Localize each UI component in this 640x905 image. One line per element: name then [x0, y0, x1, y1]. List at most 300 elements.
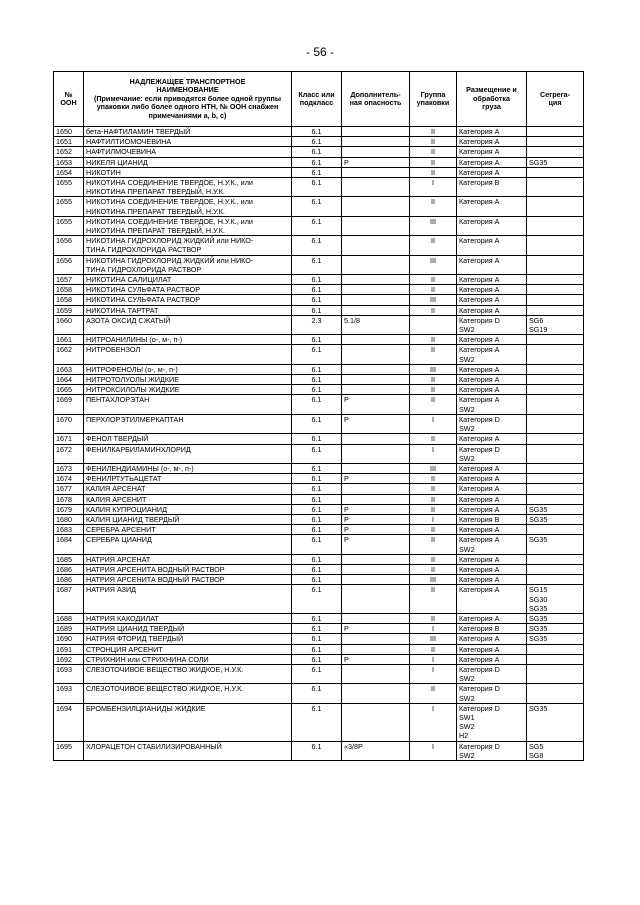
- cell-segregation: [527, 197, 584, 216]
- cell-class: 6.1: [292, 613, 342, 623]
- cell-stowage: Категория A: [457, 385, 527, 395]
- cell-stowage: Категория A: [457, 484, 527, 494]
- cell-packing-group: II: [410, 474, 457, 484]
- cell-un-number: 1653: [54, 157, 84, 167]
- cell-packing-group: II: [410, 335, 457, 345]
- cell-name: СЛЕЗОТОЧИВОЕ ВЕЩЕСТВО ЖИДКОЕ, Н.У.К.: [84, 684, 292, 703]
- cell-packing-group: II: [410, 127, 457, 137]
- cell-stowage: Категория A: [457, 575, 527, 585]
- cell-name: НИКОТИНА СОЕДИНЕНИЕ ТВЕРДОЕ, Н.У.К., или НИКОТИНА ПРЕПАРАТ ТВЕРДЫЙ, Н.У.К.: [84, 216, 292, 235]
- cell-subsidiary-risk: [342, 664, 410, 683]
- cell-packing-group: [410, 315, 457, 334]
- cell-name: КАЛИЯ КУПРОЦИАНИД: [84, 504, 292, 514]
- cell-un-number: 1679: [54, 504, 84, 514]
- cell-un-number: 1657: [54, 275, 84, 285]
- cell-class: 6.1: [292, 654, 342, 664]
- cell-segregation: SG35: [527, 504, 584, 514]
- cell-un-number: 1656: [54, 255, 84, 274]
- cell-segregation: SG35: [527, 157, 584, 167]
- table-row: [54, 444, 584, 463]
- cell-class: 6.1: [292, 364, 342, 374]
- cell-name: ФЕНИЛРТУТЬАЦЕТАТ: [84, 474, 292, 484]
- cell-name: НАФТИЛТИОМОЧЕВИНА: [84, 137, 292, 147]
- cell-packing-group: III: [410, 634, 457, 644]
- cell-name: КАЛИЯ АРСЕНАТ: [84, 484, 292, 494]
- table-row: [54, 197, 584, 216]
- table-row: [54, 644, 584, 654]
- cell-stowage: Категория A: [457, 525, 527, 535]
- cell-segregation: [527, 644, 584, 654]
- table-row: [54, 127, 584, 137]
- cell-class: 6.1: [292, 295, 342, 305]
- cell-name: НАТРИЯ КАКОДИЛАТ: [84, 613, 292, 623]
- table-header-row: [54, 72, 584, 127]
- cell-segregation: [527, 255, 584, 274]
- cell-name: НАТРИЯ АРСЕНАТ: [84, 554, 292, 564]
- cell-subsidiary-risk: [342, 255, 410, 274]
- table-row: [54, 554, 584, 564]
- cell-class: 6.1: [292, 585, 342, 614]
- cell-class: 6.1: [292, 535, 342, 554]
- cell-class: 6.1: [292, 514, 342, 524]
- cell-subsidiary-risk: [342, 216, 410, 235]
- cell-name: ПЕНТАХЛОРЭТАН: [84, 395, 292, 414]
- cell-subsidiary-risk: P: [342, 504, 410, 514]
- cell-un-number: 1655: [54, 178, 84, 197]
- cell-packing-group: I: [410, 444, 457, 463]
- cell-packing-group: II: [410, 395, 457, 414]
- cell-segregation: [527, 285, 584, 295]
- table-row: [54, 684, 584, 703]
- cell-name: НАТРИЯ АРСЕНИТА ВОДНЫЙ РАСТВОР: [84, 575, 292, 585]
- cell-class: 6.1: [292, 575, 342, 585]
- header-un-number: № ООН: [54, 72, 84, 127]
- cell-class: 6.1: [292, 564, 342, 574]
- cell-subsidiary-risk: P: [342, 395, 410, 414]
- cell-packing-group: II: [410, 305, 457, 315]
- cell-name: КАЛИЯ ЦИАНИД ТВЕРДЫЙ: [84, 514, 292, 524]
- cell-segregation: [527, 525, 584, 535]
- table-row: [54, 345, 584, 364]
- cell-segregation: [527, 684, 584, 703]
- cell-segregation: [527, 137, 584, 147]
- cell-stowage: Категория A: [457, 613, 527, 623]
- cell-name: НАФТИЛМОЧЕВИНА: [84, 147, 292, 157]
- cell-packing-group: II: [410, 525, 457, 535]
- cell-stowage: Категория B: [457, 624, 527, 634]
- cell-class: 6.1: [292, 385, 342, 395]
- cell-subsidiary-risk: [342, 564, 410, 574]
- cell-stowage: Категория D SW2: [457, 684, 527, 703]
- cell-class: 6.1: [292, 703, 342, 741]
- cell-packing-group: II: [410, 167, 457, 177]
- cell-subsidiary-risk: [342, 463, 410, 473]
- table-row: [54, 385, 584, 395]
- cell-segregation: [527, 345, 584, 364]
- cell-stowage: Категория A: [457, 216, 527, 235]
- cell-name: НАТРИЯ АЗИД: [84, 585, 292, 614]
- cell-class: 6.1: [292, 554, 342, 564]
- cell-name: ФЕНИЛКАРБИЛАМИНХЛОРИД: [84, 444, 292, 463]
- cell-stowage: Категория A: [457, 564, 527, 574]
- cell-class: 6.1: [292, 474, 342, 484]
- table-row: [54, 624, 584, 634]
- cell-un-number: 1658: [54, 285, 84, 295]
- cell-packing-group: I: [410, 624, 457, 634]
- cell-un-number: 1654: [54, 167, 84, 177]
- cell-subsidiary-risk: [342, 575, 410, 585]
- header-subsidiary-risk: Дополнитель- ная опасность: [342, 72, 410, 127]
- table-row: [54, 654, 584, 664]
- cell-subsidiary-risk: [342, 385, 410, 395]
- cell-class: 6.1: [292, 285, 342, 295]
- cell-class: 6.1: [292, 305, 342, 315]
- cell-un-number: 1690: [54, 634, 84, 644]
- cell-segregation: [527, 216, 584, 235]
- cell-name: НИКОТИНА САЛИЦИЛАТ: [84, 275, 292, 285]
- cell-class: 6.1: [292, 216, 342, 235]
- cell-un-number: 1686: [54, 575, 84, 585]
- table-row: [54, 504, 584, 514]
- cell-subsidiary-risk: [342, 127, 410, 137]
- cell-class: 6.1: [292, 414, 342, 433]
- cell-packing-group: I: [410, 654, 457, 664]
- cell-name: СТРОНЦИЯ АРСЕНИТ: [84, 644, 292, 654]
- cell-un-number: 1693: [54, 664, 84, 683]
- cell-segregation: [527, 167, 584, 177]
- cell-un-number: 1684: [54, 535, 84, 554]
- cell-segregation: [527, 335, 584, 345]
- cell-subsidiary-risk: [342, 434, 410, 444]
- cell-stowage: Категория B: [457, 514, 527, 524]
- cell-subsidiary-risk: [342, 634, 410, 644]
- table-row: [54, 255, 584, 274]
- cell-name: СТРИХНИН или СТРИХНИНА СОЛИ: [84, 654, 292, 664]
- cell-stowage: Категория D SW2: [457, 414, 527, 433]
- cell-packing-group: II: [410, 484, 457, 494]
- cell-segregation: SG35: [527, 634, 584, 644]
- cell-subsidiary-risk: [342, 147, 410, 157]
- table-row: [54, 157, 584, 167]
- table-row: [54, 474, 584, 484]
- table-row: [54, 613, 584, 623]
- cell-un-number: 1650: [54, 127, 84, 137]
- cell-subsidiary-risk: P: [342, 514, 410, 524]
- cell-un-number: 1663: [54, 364, 84, 374]
- cell-segregation: [527, 484, 584, 494]
- cell-subsidiary-risk: 5.1/8: [342, 315, 410, 334]
- cell-subsidiary-risk: [342, 305, 410, 315]
- cell-subsidiary-risk: [342, 137, 410, 147]
- cell-class: 6.1: [292, 504, 342, 514]
- cell-class: 6.1: [292, 624, 342, 634]
- cell-un-number: 1655: [54, 216, 84, 235]
- cell-packing-group: II: [410, 285, 457, 295]
- cell-segregation: [527, 178, 584, 197]
- cell-segregation: [527, 494, 584, 504]
- table-row: [54, 494, 584, 504]
- cell-name: СЕРЕБРА АРСЕНИТ: [84, 525, 292, 535]
- table-row: [54, 535, 584, 554]
- cell-packing-group: II: [410, 137, 457, 147]
- cell-segregation: [527, 275, 584, 285]
- cell-stowage: Категория A: [457, 275, 527, 285]
- cell-packing-group: I: [410, 414, 457, 433]
- cell-un-number: 1661: [54, 335, 84, 345]
- table-row: [54, 315, 584, 334]
- cell-stowage: Категория A: [457, 463, 527, 473]
- header-segregation: Сегрега- ция: [527, 72, 584, 127]
- cell-un-number: 1686: [54, 564, 84, 574]
- cell-un-number: 1695: [54, 741, 84, 760]
- cell-subsidiary-risk: [342, 236, 410, 255]
- cell-packing-group: III: [410, 364, 457, 374]
- cell-segregation: [527, 385, 584, 395]
- table-row: [54, 434, 584, 444]
- cell-stowage: Категория A: [457, 285, 527, 295]
- cell-segregation: [527, 654, 584, 664]
- cell-stowage: Категория A: [457, 375, 527, 385]
- cell-name: НИКОТИНА СУЛЬФАТА РАСТВОР: [84, 295, 292, 305]
- cell-stowage: Категория D SW2: [457, 315, 527, 334]
- cell-stowage: Категория A: [457, 305, 527, 315]
- table-row: [54, 514, 584, 524]
- cell-class: 6.1: [292, 335, 342, 345]
- cell-un-number: 1692: [54, 654, 84, 664]
- cell-name: НИКОТИНА СОЕДИНЕНИЕ ТВЕРДОЕ, Н.У.К., или НИКОТИНА ПРЕПАРАТ ТВЕРДЫЙ, Н.У.К.: [84, 178, 292, 197]
- cell-packing-group: II: [410, 275, 457, 285]
- cell-name: НИКОТИНА ТАРТРАТ: [84, 305, 292, 315]
- cell-class: 6.1: [292, 178, 342, 197]
- cell-stowage: Категория A: [457, 474, 527, 484]
- cell-class: 6.1: [292, 684, 342, 703]
- cell-packing-group: II: [410, 494, 457, 504]
- table-row: [54, 585, 584, 614]
- cell-class: 6.1: [292, 644, 342, 654]
- cell-name: НИКОТИН: [84, 167, 292, 177]
- table-row: [54, 525, 584, 535]
- cell-packing-group: II: [410, 554, 457, 564]
- cell-subsidiary-risk: [342, 275, 410, 285]
- cell-un-number: 1694: [54, 703, 84, 741]
- cell-class: 6.1: [292, 525, 342, 535]
- table-row: [54, 634, 584, 644]
- cell-name: НИКОТИНА СУЛЬФАТА РАСТВОР: [84, 285, 292, 295]
- cell-un-number: 1652: [54, 147, 84, 157]
- cell-subsidiary-risk: [342, 444, 410, 463]
- cell-name: НИТРОФЕНОЛЫ (о-, м-, п-): [84, 364, 292, 374]
- cell-segregation: [527, 664, 584, 683]
- table-row: [54, 463, 584, 473]
- cell-stowage: Категория A: [457, 236, 527, 255]
- header-packing-group: Группа упаковки: [410, 72, 457, 127]
- cell-subsidiary-risk: [342, 375, 410, 385]
- cell-packing-group: II: [410, 585, 457, 614]
- cell-segregation: [527, 444, 584, 463]
- cell-subsidiary-risk: [342, 364, 410, 374]
- cell-segregation: [527, 236, 584, 255]
- table-row: [54, 295, 584, 305]
- cell-packing-group: II: [410, 236, 457, 255]
- cell-un-number: 1664: [54, 375, 84, 385]
- cell-packing-group: II: [410, 613, 457, 623]
- cell-name: НИТРОТОЛУОЛЫ ЖИДКИЕ: [84, 375, 292, 385]
- cell-un-number: 1660: [54, 315, 84, 334]
- table-row: [54, 741, 584, 760]
- cell-class: 6.1: [292, 275, 342, 285]
- cell-segregation: [527, 127, 584, 137]
- cell-stowage: Категория A: [457, 137, 527, 147]
- cell-name: НАТРИЯ ФТОРИД ТВЕРДЫЙ: [84, 634, 292, 644]
- cell-segregation: [527, 395, 584, 414]
- cell-subsidiary-risk: P: [342, 654, 410, 664]
- cell-name: НИКОТИНА ГИДРОХЛОРИД ЖИДКИЙ или НИКО- ТИНА ГИДРОХЛОРИДА РАСТВОР: [84, 236, 292, 255]
- cell-segregation: [527, 554, 584, 564]
- cell-class: 6.1: [292, 197, 342, 216]
- cell-subsidiary-risk: [342, 585, 410, 614]
- cell-class: 6.1: [292, 395, 342, 414]
- cell-stowage: Категория A: [457, 585, 527, 614]
- cell-class: 6.1: [292, 634, 342, 644]
- cell-packing-group: I: [410, 178, 457, 197]
- cell-stowage: Категория A: [457, 434, 527, 444]
- cell-subsidiary-risk: [342, 295, 410, 305]
- cell-subsidiary-risk: [342, 684, 410, 703]
- cell-segregation: [527, 474, 584, 484]
- cell-packing-group: II: [410, 434, 457, 444]
- table-row: [54, 395, 584, 414]
- cell-name: НИТРОКСИЛОЛЫ ЖИДКИЕ: [84, 385, 292, 395]
- cell-subsidiary-risk: [342, 178, 410, 197]
- cell-un-number: 1673: [54, 463, 84, 473]
- cell-subsidiary-risk: P: [342, 624, 410, 634]
- header-class: Класс или подкласс: [292, 72, 342, 127]
- cell-subsidiary-risk: P: [342, 535, 410, 554]
- cell-segregation: SG5 SG8: [527, 741, 584, 760]
- cell-packing-group: II: [410, 564, 457, 574]
- cell-subsidiary-risk: «3/8P: [342, 741, 410, 760]
- cell-subsidiary-risk: [342, 167, 410, 177]
- cell-packing-group: III: [410, 575, 457, 585]
- page-number: - 56 -: [305, 45, 334, 59]
- cell-un-number: 1678: [54, 494, 84, 504]
- cell-stowage: Категория A: [457, 644, 527, 654]
- table-row: [54, 414, 584, 433]
- header-stowage: Размещение и обработка груза: [457, 72, 527, 127]
- cell-un-number: 1672: [54, 444, 84, 463]
- cell-class: 6.1: [292, 127, 342, 137]
- cell-stowage: Категория A: [457, 157, 527, 167]
- cell-packing-group: II: [410, 375, 457, 385]
- cell-un-number: 1677: [54, 484, 84, 494]
- cell-segregation: SG35: [527, 514, 584, 524]
- cell-name: ПЕРХЛОРЭТИЛМЕРКАПТАН: [84, 414, 292, 433]
- cell-un-number: 1655: [54, 197, 84, 216]
- cell-subsidiary-risk: P: [342, 525, 410, 535]
- cell-name: БРОМБЕНЗИЛЦИАНИДЫ ЖИДКИЕ: [84, 703, 292, 741]
- cell-name: НИТРОАНИЛИНЫ (о-, м-, п-): [84, 335, 292, 345]
- cell-class: 6.1: [292, 463, 342, 473]
- cell-segregation: [527, 364, 584, 374]
- cell-packing-group: II: [410, 644, 457, 654]
- table-row: [54, 364, 584, 374]
- table-row: [54, 703, 584, 741]
- cell-class: 6.1: [292, 147, 342, 157]
- table-row: [54, 484, 584, 494]
- cell-stowage: Категория D SW2: [457, 444, 527, 463]
- cell-packing-group: II: [410, 385, 457, 395]
- cell-stowage: Категория A: [457, 295, 527, 305]
- cell-name: ФЕНОЛ ТВЕРДЫЙ: [84, 434, 292, 444]
- table-row: [54, 216, 584, 235]
- table-row: [54, 275, 584, 285]
- cell-stowage: Категория A: [457, 554, 527, 564]
- cell-subsidiary-risk: [342, 554, 410, 564]
- cell-un-number: 1658: [54, 295, 84, 305]
- cell-name: СЛЕЗОТОЧИВОЕ ВЕЩЕСТВО ЖИДКОЕ, Н.У.К.: [84, 664, 292, 683]
- table-row: [54, 236, 584, 255]
- cell-un-number: 1680: [54, 514, 84, 524]
- cell-subsidiary-risk: [342, 285, 410, 295]
- cell-segregation: SG35: [527, 703, 584, 741]
- cell-un-number: 1691: [54, 644, 84, 654]
- cell-name: КАЛИЯ АРСЕНИТ: [84, 494, 292, 504]
- table-row: [54, 375, 584, 385]
- cell-segregation: SG35: [527, 535, 584, 554]
- cell-stowage: Категория A: [457, 127, 527, 137]
- cell-un-number: 1688: [54, 613, 84, 623]
- cell-packing-group: I: [410, 703, 457, 741]
- cell-un-number: 1670: [54, 414, 84, 433]
- cell-packing-group: III: [410, 295, 457, 305]
- table-row: [54, 664, 584, 683]
- cell-subsidiary-risk: [342, 335, 410, 345]
- cell-un-number: 1683: [54, 525, 84, 535]
- cell-class: 6.1: [292, 255, 342, 274]
- cell-subsidiary-risk: [342, 197, 410, 216]
- table-row: [54, 575, 584, 585]
- cell-un-number: 1693: [54, 684, 84, 703]
- cell-class: 6.1: [292, 484, 342, 494]
- table-row: [54, 335, 584, 345]
- cell-class: 6.1: [292, 444, 342, 463]
- header-name: НАДЛЕЖАЩЕЕ ТРАНСПОРТНОЕ НАИМЕНОВАНИЕ (Примечание: если приводятся более одной группы упаковки либо более одного НТН, № ООН снабжен примечаниями a, b, c): [84, 72, 292, 127]
- cell-class: 6.1: [292, 375, 342, 385]
- cell-class: 6.1: [292, 236, 342, 255]
- cell-segregation: [527, 147, 584, 157]
- table-row: [54, 178, 584, 197]
- cell-subsidiary-risk: [342, 644, 410, 654]
- cell-stowage: Категория D SW1 SW2 H2: [457, 703, 527, 741]
- table-row: [54, 564, 584, 574]
- cell-segregation: SG35: [527, 613, 584, 623]
- cell-class: 2.3: [292, 315, 342, 334]
- cell-packing-group: II: [410, 147, 457, 157]
- cell-name: ФЕНИЛЕНДИАМИНЫ (о-, м-, п-): [84, 463, 292, 473]
- table-row: [54, 147, 584, 157]
- cell-class: 6.1: [292, 345, 342, 364]
- cell-subsidiary-risk: P: [342, 157, 410, 167]
- cell-stowage: Категория B: [457, 178, 527, 197]
- cell-stowage: Категория A: [457, 167, 527, 177]
- cell-packing-group: I: [410, 664, 457, 683]
- cell-un-number: 1662: [54, 345, 84, 364]
- cell-segregation: SG35: [527, 624, 584, 634]
- cell-stowage: Категория A SW2: [457, 395, 527, 414]
- cell-name: НАТРИЯ АРСЕНИТА ВОДНЫЙ РАСТВОР: [84, 564, 292, 574]
- cell-name: НИТРОБЕНЗОЛ: [84, 345, 292, 364]
- cell-packing-group: II: [410, 684, 457, 703]
